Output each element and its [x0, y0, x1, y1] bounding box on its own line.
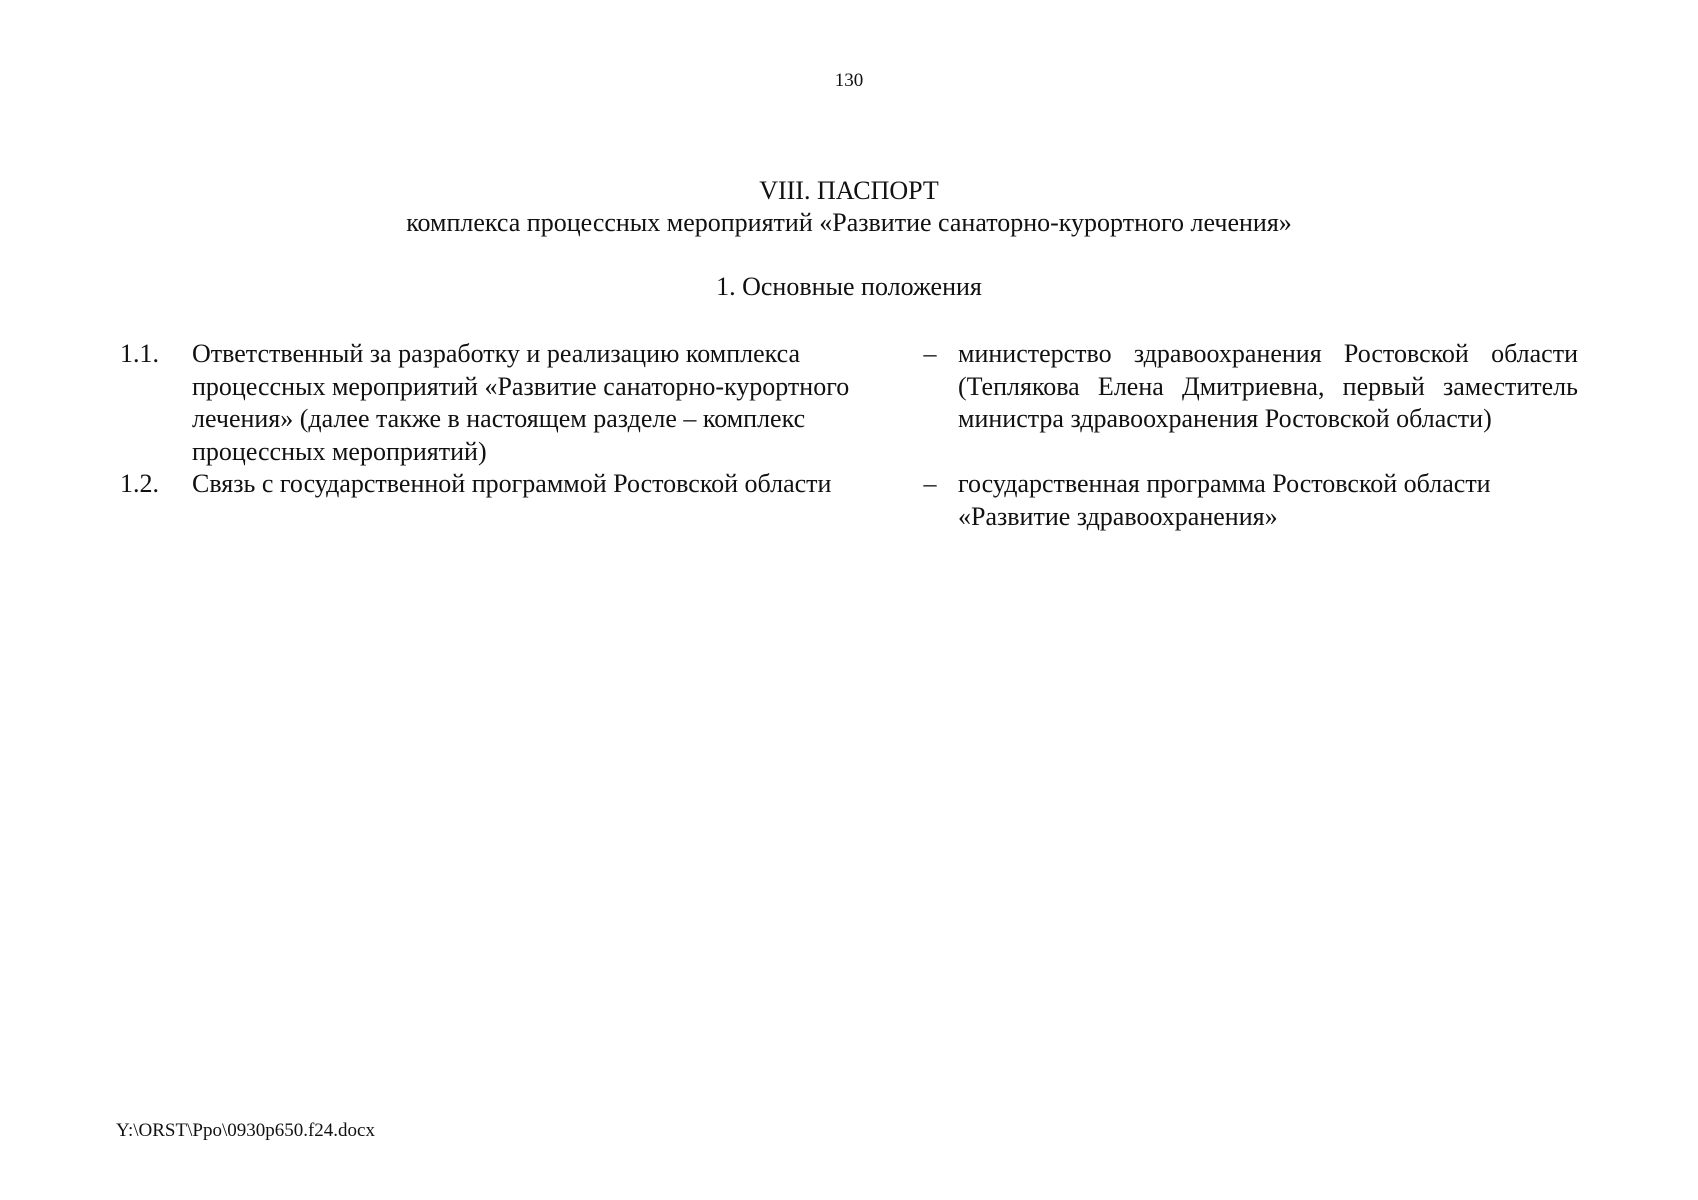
- file-path: Y:\ORST\Ppo\0930p650.f24.docx: [116, 1120, 375, 1141]
- item-number: 1.1.: [120, 339, 159, 368]
- item-number: 1.2.: [120, 469, 159, 498]
- section-subtitle: комплекса процессных мероприятий «Развитие санаторно-курортного лечения»: [406, 208, 1292, 237]
- section-title: VIII. ПАСПОРТ: [759, 176, 939, 205]
- page-number: 130: [834, 70, 864, 91]
- item-label: Ответственный за разработку и реализацию комплекса процессных мероприятий «Развитие санаторно-курортного лечения» (далее также в настоящем разделе – комплекс процессных мероприятий): [192, 339, 850, 466]
- item-value: министерство здравоохранения Ростовской области (Теплякова Елена Дмитриевна, первый заместитель министра здравоохранения Ростовской области): [958, 339, 1578, 433]
- list-item: [120, 338, 1590, 468]
- item-dash: –: [923, 339, 937, 368]
- subsection-title: 1. Основные положения: [716, 272, 982, 301]
- list-item: [120, 468, 1590, 533]
- item-value: государственная программа Ростовской области «Развитие здравоохранения»: [958, 469, 1491, 531]
- item-dash: –: [923, 469, 937, 498]
- item-label: Связь с государственной программой Ростовской области: [192, 469, 832, 498]
- basic-provisions-list: [120, 338, 1590, 533]
